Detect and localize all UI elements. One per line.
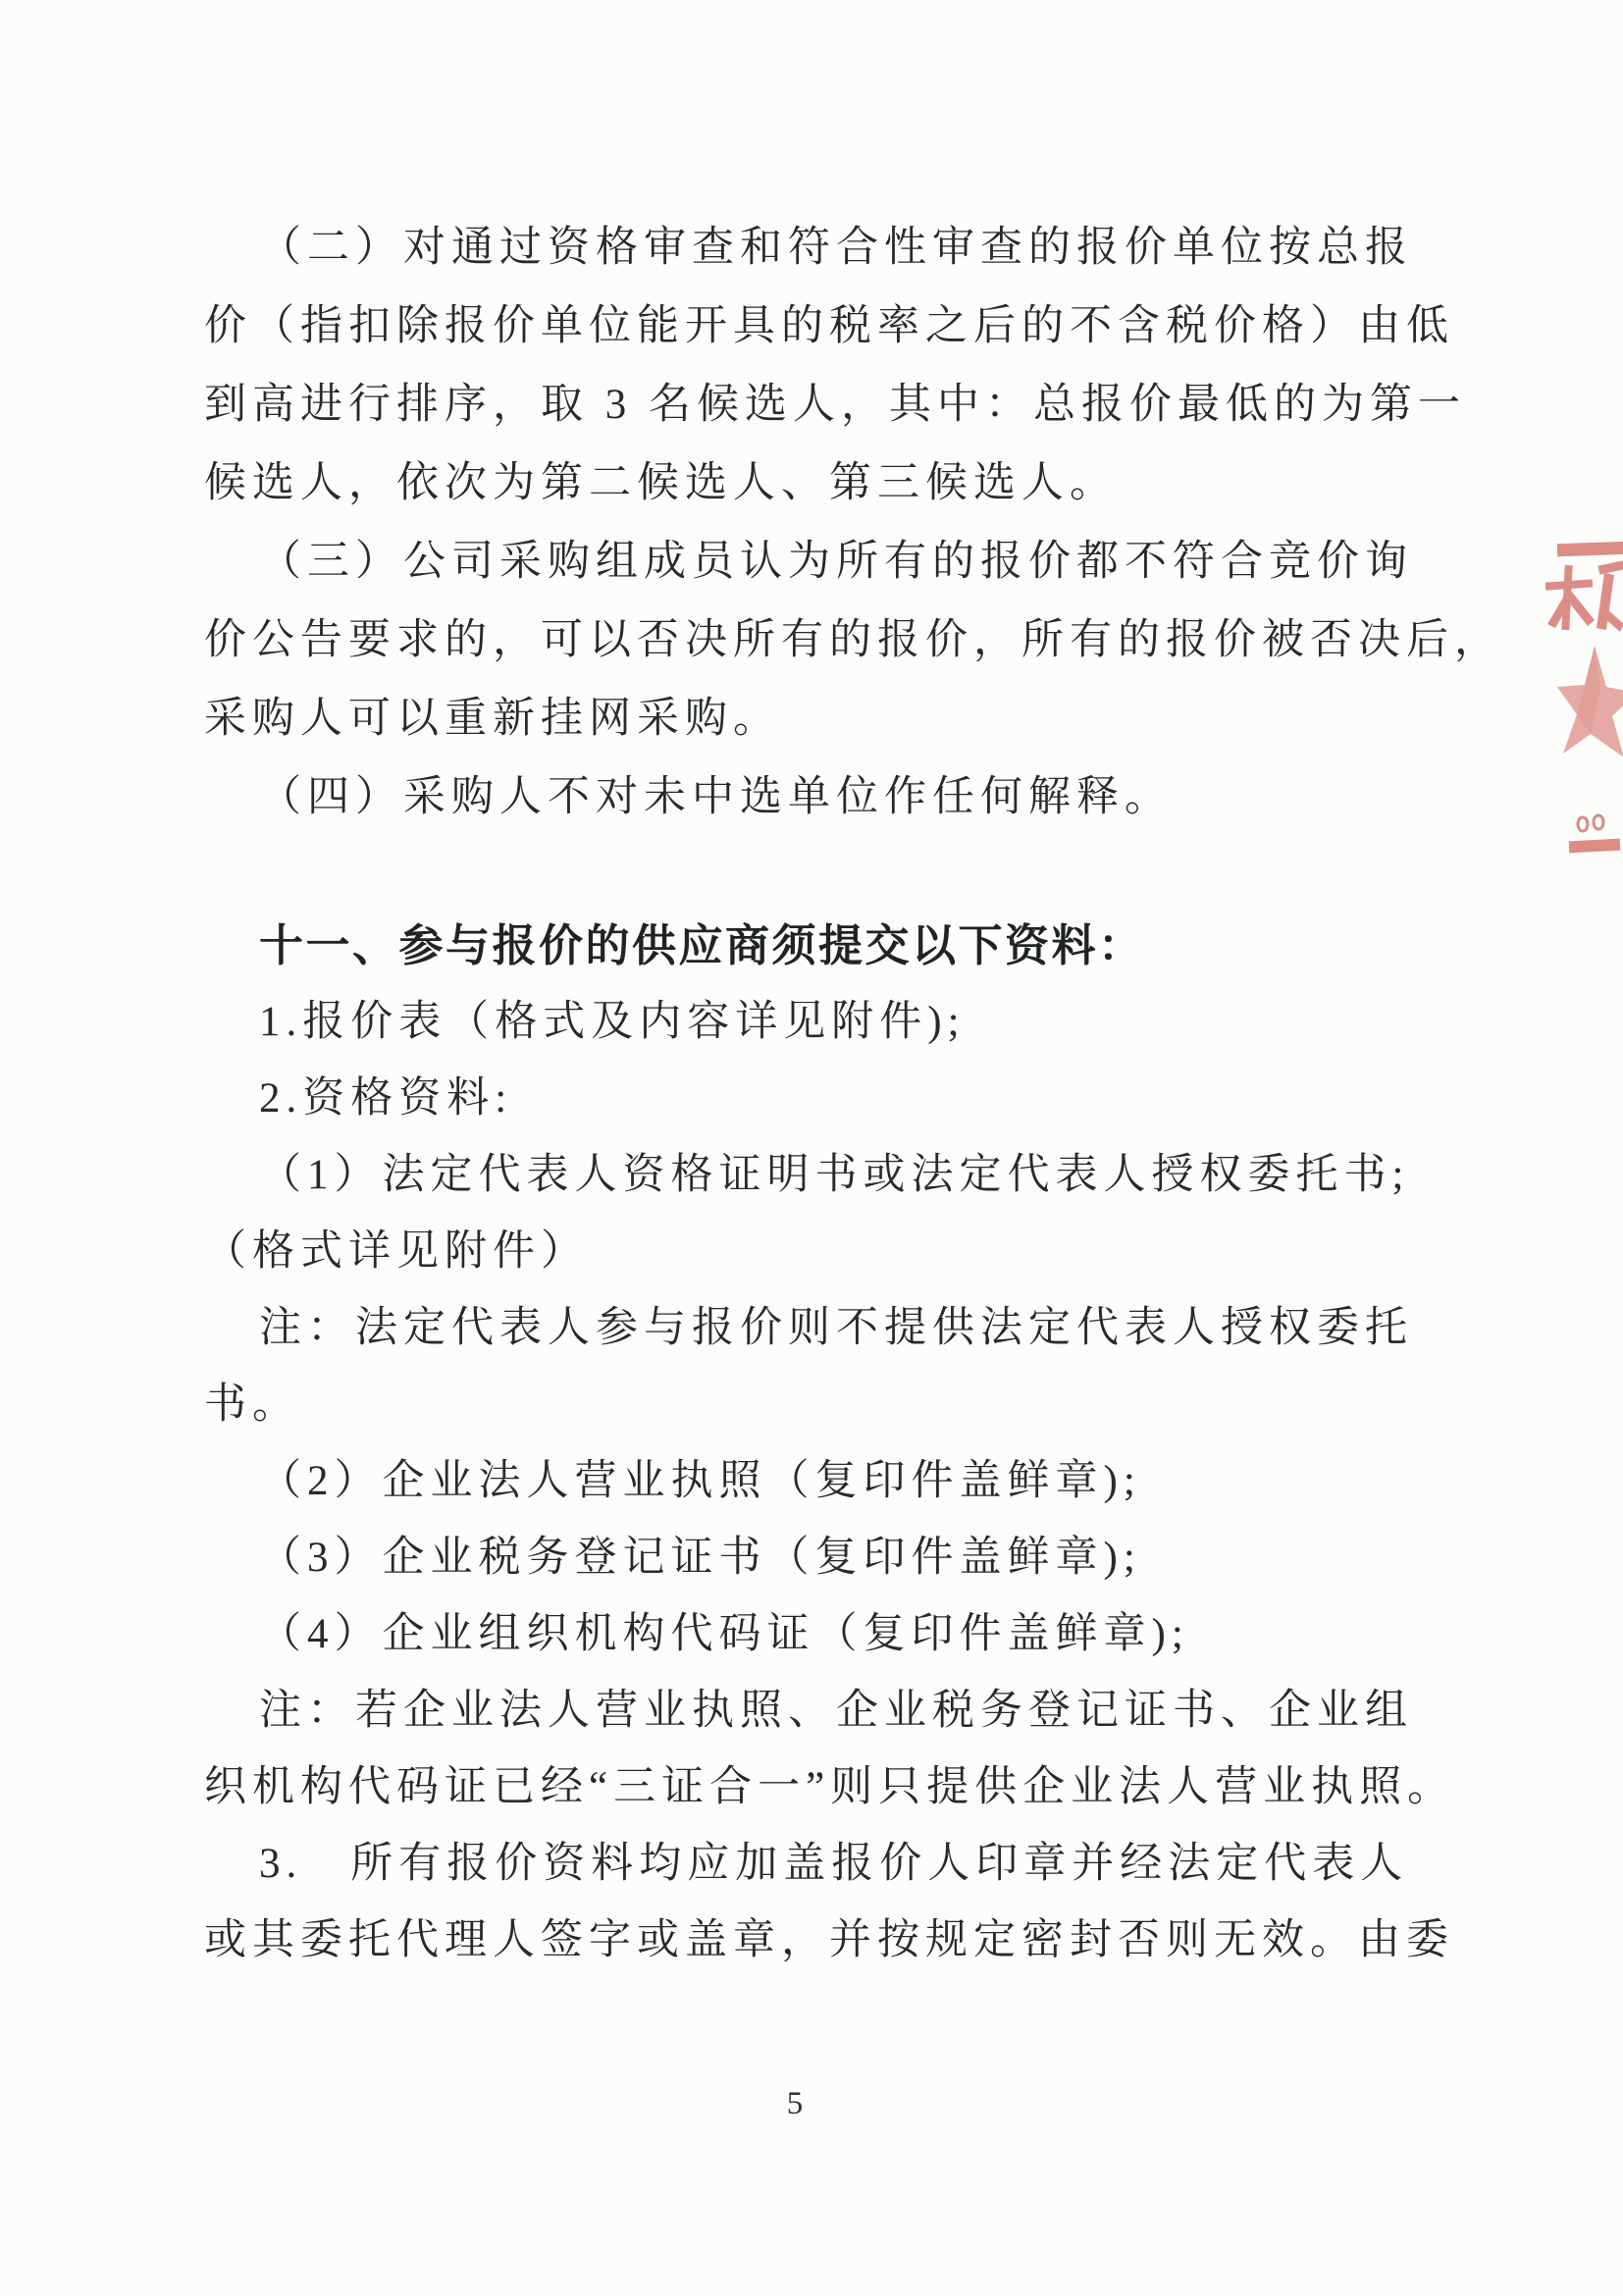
list-item: （2）企业法人营业执照（复印件盖鲜章); bbox=[259, 1458, 1141, 1504]
paragraph-line: 候选人，依次为第二候选人、第三候选人。 bbox=[204, 460, 1118, 506]
paragraph-line: 或其委托代理人签字或盖章，并按规定密封否则无效。由委 bbox=[204, 1917, 1454, 1963]
paragraph-line: 价（指扣除报价单位能开具的税率之后的不含税价格）由低 bbox=[204, 303, 1454, 349]
list-item: 2.资格资料: bbox=[259, 1075, 513, 1122]
paragraph-line: 价公告要求的，可以否决所有的报价，所有的报价被否决后， bbox=[204, 617, 1502, 663]
paragraph-line: （四）采购人不对未中选单位作任何解释。 bbox=[259, 774, 1173, 820]
paragraph-line: 书。 bbox=[204, 1382, 300, 1428]
paragraph-line: （二）对通过资格审查和符合性审查的报价单位按总报 bbox=[259, 225, 1413, 271]
stamp-character-strokes bbox=[1545, 560, 1623, 632]
list-item: （4）企业组织机构代码证（复印件盖鲜章); bbox=[259, 1611, 1189, 1657]
paragraph-line: 织机构代码证已经“三证合一”则只提供企业法人营业执照。 bbox=[204, 1764, 1456, 1810]
stamp-star bbox=[1557, 646, 1623, 757]
page-number: 5 bbox=[786, 2086, 804, 2121]
list-item: 3. 所有报价资料均应加盖报价人印章并经法定代表人 bbox=[259, 1841, 1409, 1887]
paragraph-line: 到高进行排序，取 3 名候选人，其中：总报价最低的为第一 bbox=[204, 382, 1466, 428]
stamp-small-marks bbox=[1569, 815, 1621, 853]
stamp-bar bbox=[1557, 542, 1623, 556]
red-stamp-fragment bbox=[1534, 530, 1623, 868]
paragraph-line: （格式详见附件） bbox=[204, 1228, 589, 1275]
list-item: （1）法定代表人资格证明书或法定代表人授权委托书; bbox=[259, 1152, 1410, 1198]
note-line: 注：若企业法人营业执照、企业税务登记证书、企业组 bbox=[259, 1688, 1413, 1734]
list-item: 1.报价表（格式及内容详见附件); bbox=[259, 999, 966, 1045]
paragraph-line: （三）公司采购组成员认为所有的报价都不符合竞价询 bbox=[259, 539, 1413, 585]
note-line: 注：法定代表人参与报价则不提供法定代表人授权委托 bbox=[259, 1305, 1413, 1351]
section-heading: 十一、参与报价的供应商须提交以下资料： bbox=[259, 920, 1145, 970]
document-body bbox=[204, 209, 1502, 1979]
paragraph-line: 采购人可以重新挂网采购。 bbox=[204, 696, 781, 742]
list-item: （3）企业税务登记证书（复印件盖鲜章); bbox=[259, 1535, 1141, 1581]
